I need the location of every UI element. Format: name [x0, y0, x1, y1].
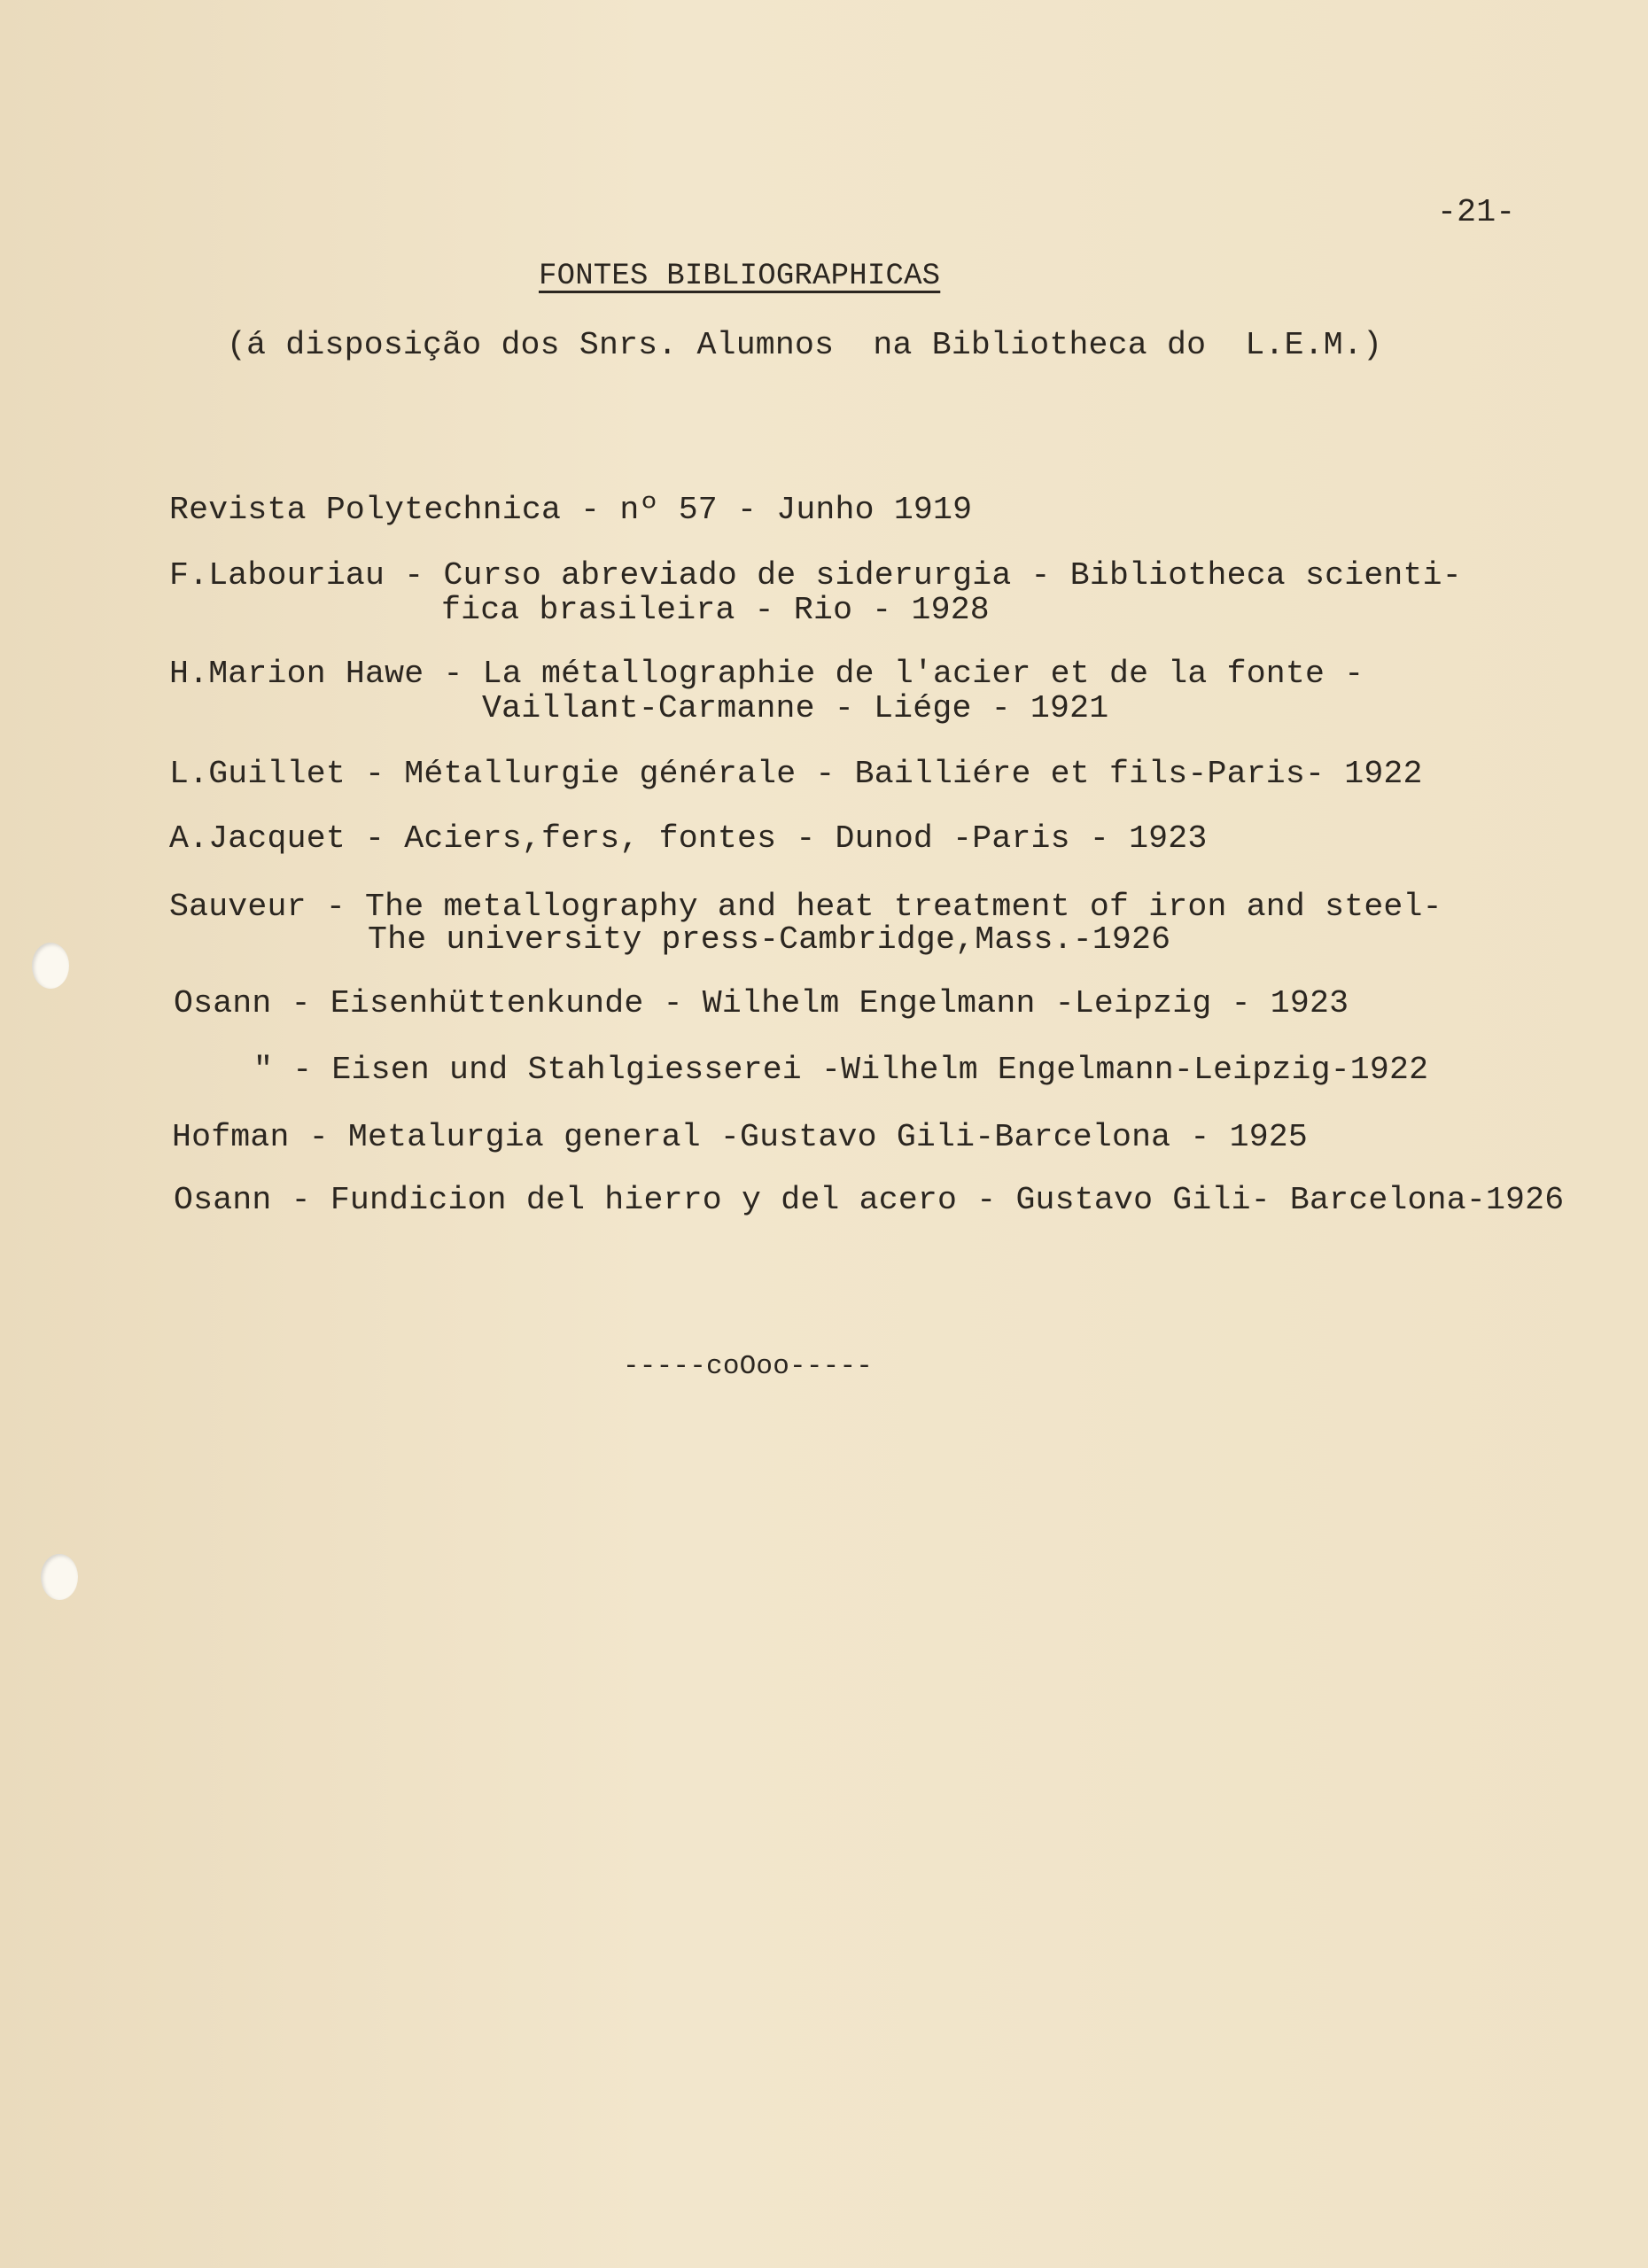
- bibliography-entry-continuation: Vaillant-Carmanne - Liége - 1921: [482, 690, 1109, 726]
- bibliography-entry: " - Eisen und Stahlgiesserei -Wilhelm Engelmann-Leipzig-1922: [253, 1052, 1429, 1088]
- closing-ornament: -----coOoo-----: [623, 1351, 874, 1382]
- bibliography-entry: A.Jacquet - Aciers,fers, fontes - Dunod -Paris - 1923: [169, 820, 1208, 857]
- bibliography-entry: Hofman - Metalurgia general -Gustavo Gili-Barcelona - 1925: [172, 1119, 1309, 1155]
- punch-hole: [32, 943, 69, 989]
- bibliography-entry: Osann - Fundicion del hierro y del acero - Gustavo Gili- Barcelona-1926: [174, 1182, 1565, 1218]
- bibliography-entry-continuation: fica brasileira - Rio - 1928: [441, 592, 990, 628]
- bibliography-entry: L.Guillet - Métallurgie générale - Bailliére et fils-Paris- 1922: [169, 756, 1423, 792]
- bibliography-entry: Osann - Eisenhüttenkunde - Wilhelm Engelmann -Leipzig - 1923: [174, 985, 1349, 1021]
- bibliography-entry: Revista Polytechnica - nº 57 - Junho 1919: [169, 492, 973, 528]
- page-title: FONTES BIBLIOGRAPHICAS: [539, 260, 941, 293]
- bibliography-entry: Sauveur - The metallography and heat treatment of iron and steel-: [169, 889, 1442, 925]
- bibliography-entry-continuation: The university press-Cambridge,Mass.-1926: [368, 921, 1171, 958]
- subtitle: (á disposição dos Snrs. Alumnos na Bibliotheca do L.E.M.): [227, 327, 1383, 363]
- page-number: -21-: [1437, 194, 1516, 230]
- bibliography-entry: H.Marion Hawe - La métallographie de l'acier et de la fonte -: [169, 656, 1364, 692]
- bibliography-entry: F.Labouriau - Curso abreviado de siderurgia - Bibliotheca scienti-: [169, 557, 1462, 594]
- punch-hole: [41, 1554, 78, 1600]
